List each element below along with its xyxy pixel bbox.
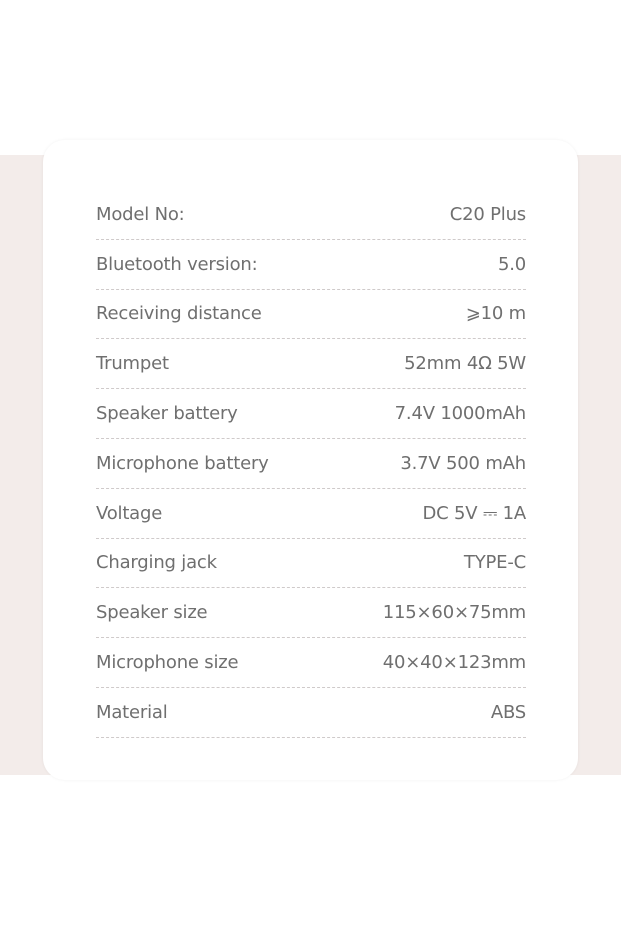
spec-value: TYPE-C bbox=[463, 552, 526, 574]
spec-table bbox=[96, 190, 526, 738]
spec-value: 5.0 bbox=[497, 253, 526, 275]
spec-row-material bbox=[96, 688, 526, 738]
spec-label: Model No: bbox=[96, 203, 185, 225]
spec-row-trumpet bbox=[96, 339, 526, 389]
spec-value: 7.4V 1000mAh bbox=[394, 403, 526, 425]
spec-row-bluetooth bbox=[96, 240, 526, 290]
spec-value: DC 5V ⎓ 1A bbox=[422, 502, 526, 524]
spec-value: C20 Plus bbox=[449, 203, 526, 225]
spec-label: Speaker size bbox=[96, 602, 208, 624]
spec-row-microphone-battery bbox=[96, 439, 526, 489]
spec-row-model bbox=[96, 190, 526, 240]
spec-label: Bluetooth version: bbox=[96, 253, 258, 275]
spec-row-speaker-size bbox=[96, 588, 526, 638]
spec-label: Charging jack bbox=[96, 552, 217, 574]
spec-label: Microphone size bbox=[96, 652, 239, 674]
spec-row-microphone-size bbox=[96, 638, 526, 688]
spec-row-receiving-distance bbox=[96, 290, 526, 340]
spec-label: Speaker battery bbox=[96, 403, 238, 425]
spec-row-charging-jack bbox=[96, 539, 526, 589]
spec-row-speaker-battery bbox=[96, 389, 526, 439]
spec-value: 3.7V 500 mAh bbox=[400, 452, 526, 474]
spec-value: 40×40×123mm bbox=[382, 652, 526, 674]
spec-label: Microphone battery bbox=[96, 452, 269, 474]
spec-label: Receiving distance bbox=[96, 303, 262, 325]
spec-value: 115×60×75mm bbox=[382, 602, 526, 624]
spec-label: Trumpet bbox=[96, 353, 169, 375]
spec-value: ABS bbox=[490, 701, 526, 723]
spec-value: ⩾10 m bbox=[465, 303, 526, 325]
spec-label: Material bbox=[96, 701, 168, 723]
spec-row-voltage bbox=[96, 489, 526, 539]
spec-value: 52mm 4Ω 5W bbox=[404, 353, 526, 375]
spec-label: Voltage bbox=[96, 502, 163, 524]
